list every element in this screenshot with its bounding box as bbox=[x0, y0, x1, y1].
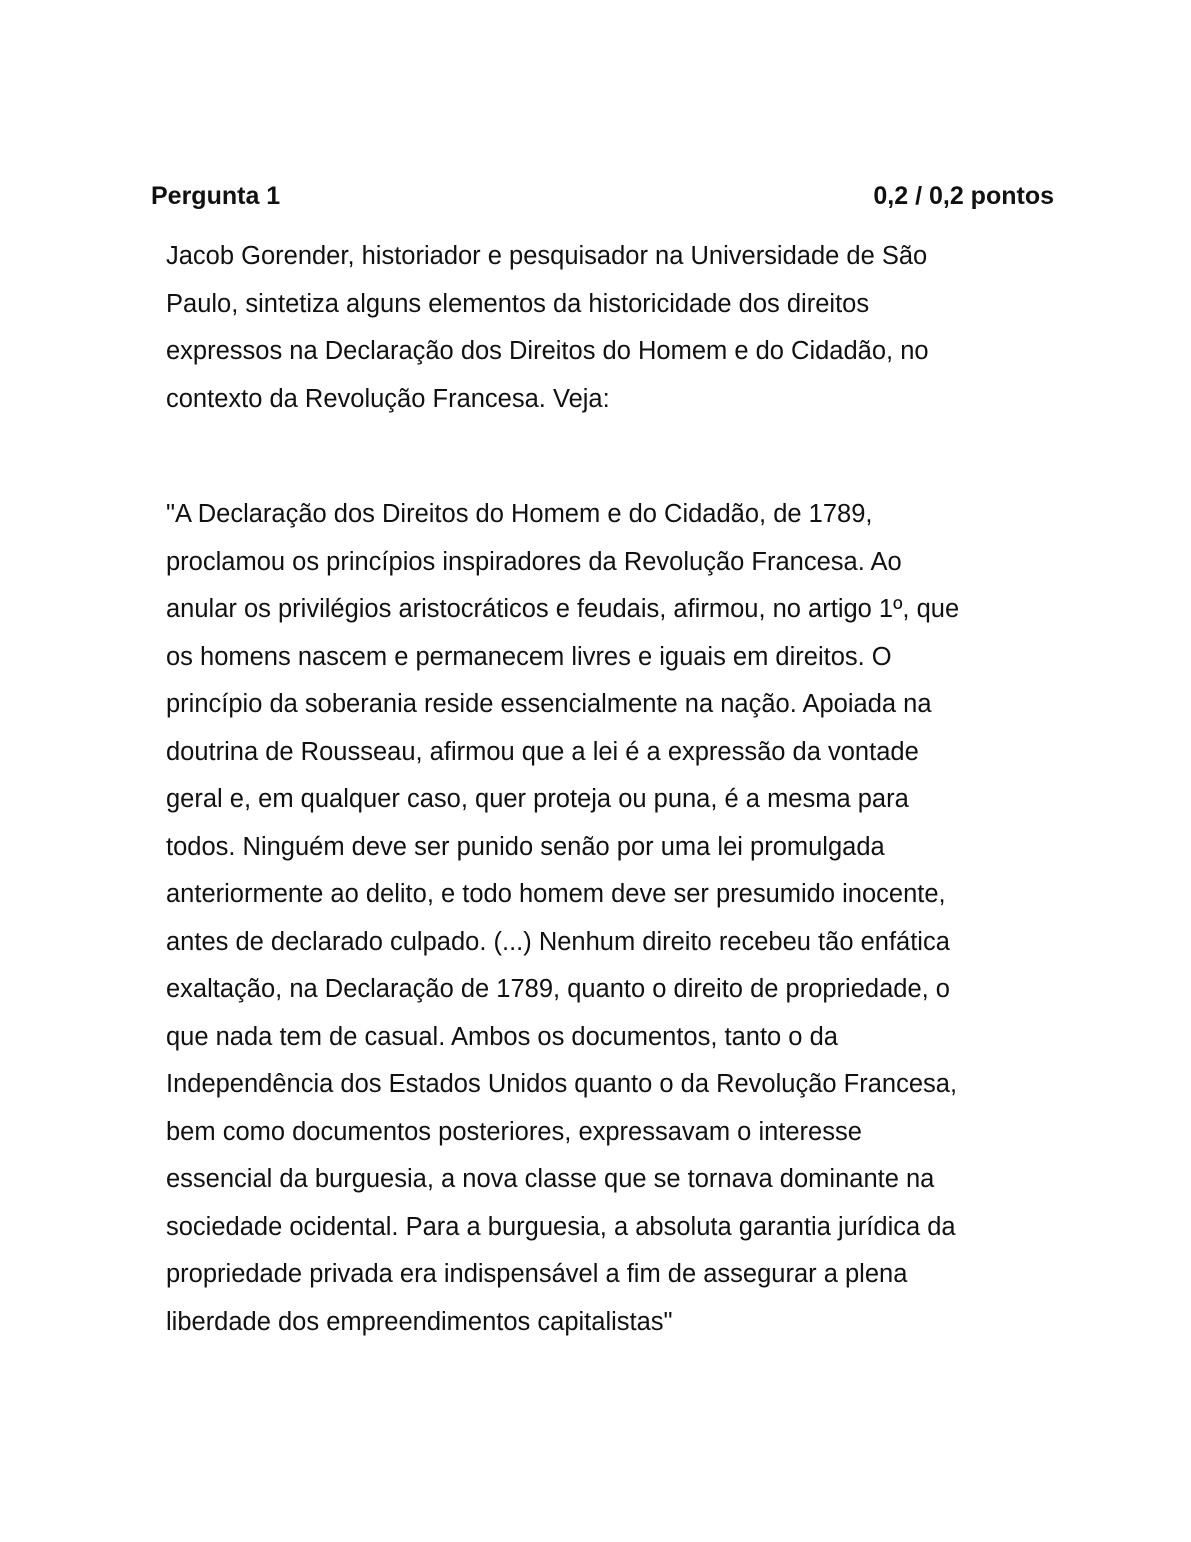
quote-line: exaltação, na Declaração de 1789, quanto o direito de propriedade, o bbox=[166, 975, 950, 1003]
quote-line: Independência dos Estados Unidos quanto o da Revolução Francesa, bbox=[166, 1070, 958, 1098]
quote-line: os homens nascem e permanecem livres e iguais em direitos. O bbox=[166, 642, 892, 671]
quote-line: sociedade ocidental. Para a burguesia, a absoluta garantia jurídica da bbox=[166, 1212, 956, 1241]
quote-line: princípio da soberania reside essencialmente na nação. Apoiada na bbox=[166, 690, 932, 718]
quote-line: "A Declaração dos Direitos do Homem e do Cidadão, de 1789, bbox=[166, 500, 873, 528]
quote-line: antes de declarado culpado. (...) Nenhum direito recebeu tão enfática bbox=[166, 927, 950, 956]
quote-line: proclamou os princípios inspiradores da Revolução Francesa. Ao bbox=[166, 547, 902, 576]
quote-line: geral e, em qualquer caso, quer proteja ou puna, é a mesma para bbox=[166, 785, 909, 813]
quote-paragraph bbox=[166, 491, 1066, 1346]
quote-line: propriedade privada era indispensável a fim de assegurar a plena bbox=[166, 1260, 908, 1288]
quote-line: que nada tem de casual. Ambos os documentos, tanto o da bbox=[166, 1022, 838, 1051]
quote-line: anular os privilégios aristocráticos e feudais, afirmou, no artigo 1º, que bbox=[166, 595, 960, 623]
intro-line: Paulo, sintetiza alguns elementos da historicidade dos direitos bbox=[166, 289, 870, 318]
intro-line: expressos na Declaração dos Direitos do Homem e do Cidadão, no bbox=[166, 337, 929, 365]
question-score: 0,2 / 0,2 pontos bbox=[873, 182, 1054, 210]
quote-line: anteriormente ao delito, e todo homem deve ser presumido inocente, bbox=[166, 880, 946, 908]
quote-line: bem como documentos posteriores, expressavam o interesse bbox=[166, 1117, 862, 1146]
quote-line: todos. Ninguém deve ser punido senão por uma lei promulgada bbox=[166, 832, 885, 861]
quote-line: doutrina de Rousseau, afirmou que a lei é a expressão da vontade bbox=[166, 737, 919, 766]
question-header bbox=[151, 178, 1054, 214]
question-title: Pergunta 1 bbox=[151, 182, 281, 210]
quote-line: essencial da burguesia, a nova classe que se tornava dominante na bbox=[166, 1165, 935, 1193]
intro-paragraph bbox=[166, 233, 1066, 423]
intro-line: contexto da Revolução Francesa. Veja: bbox=[166, 384, 610, 413]
intro-line: Jacob Gorender, historiador e pesquisador na Universidade de São bbox=[166, 242, 928, 270]
quote-line: liberdade dos empreendimentos capitalistas" bbox=[166, 1307, 673, 1336]
